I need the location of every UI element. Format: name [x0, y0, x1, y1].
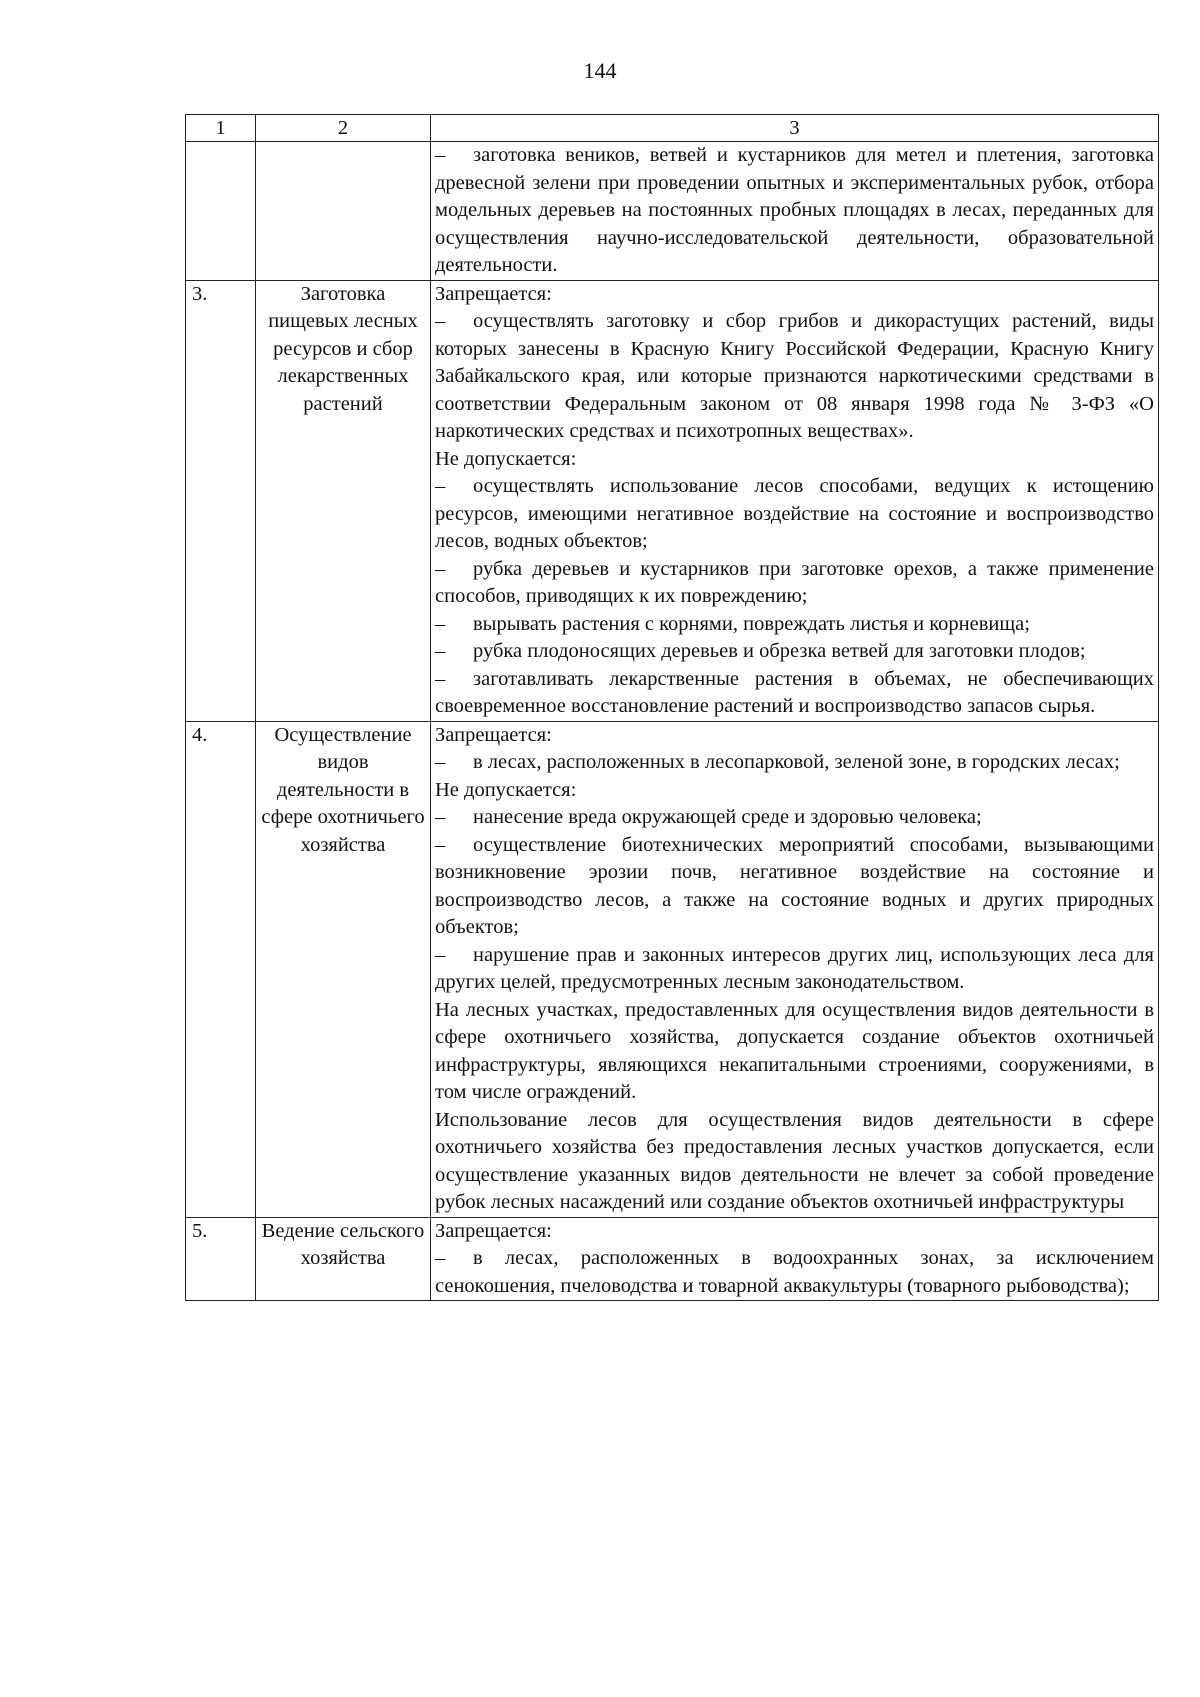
paragraph-text: осуществлять использование лесов способами, ведущих к истощению ресурсов, имеющими негативное воздействие на состояние и воспроизводство лесов, водных объектов; — [435, 475, 1154, 552]
dash-marker: – — [435, 640, 446, 662]
row-number: 3. — [186, 280, 256, 721]
activity-name: Заготовка пищевых лесных ресурсов и сбор лекарственных растений — [256, 280, 431, 721]
requirements-cell — [431, 721, 1159, 1217]
paragraph-text: в лесах, расположенных в лесопарковой, зеленой зоне, в городских лесах; — [473, 751, 1120, 773]
dash-marker: – — [435, 667, 446, 690]
dash-marker: – — [435, 612, 446, 635]
dash-marker: – — [435, 751, 446, 773]
row-number: 4. — [186, 721, 256, 1217]
requirements-cell — [431, 1217, 1159, 1301]
header-col-2: 2 — [256, 115, 431, 142]
paragraph-text: Запрещается: — [435, 282, 552, 305]
row-number: 5. — [186, 1217, 256, 1301]
dash-marker: – — [435, 833, 446, 856]
header-col-3: 3 — [431, 115, 1159, 142]
table-header-row — [186, 115, 1159, 142]
section-label — [435, 1107, 1154, 1217]
table-row — [186, 142, 1159, 281]
paragraph-text: осуществлять заготовку и сбор грибов и дикорастущих растений, виды которых занесены в Красную Книгу Российской Федерации, Красную Книгу Забайкальского края, или которые признаются наркотическими средствами в соответствии Федеральным законом от 08 января 1998 года № 3-ФЗ «О наркотических средствах и психотропных веществах». — [435, 310, 1154, 442]
list-item — [435, 832, 1154, 942]
paragraph-text: Запрещается: — [435, 723, 552, 746]
paragraph-text: Не допускается: — [435, 778, 577, 801]
activity-name — [256, 142, 431, 281]
list-item — [435, 942, 1154, 997]
header-col-1: 1 — [186, 115, 256, 142]
paragraph-text: Запрещается: — [435, 1219, 552, 1242]
activity-name: Ведение сельского хозяйства — [256, 1217, 431, 1301]
paragraph-text: Использование лесов для осуществления видов деятельности в сфере охотничьего хозяйства без предоставления лесных участков допускается, если осуществление указанных видов деятельности не влечет за собой проведение рубок лесных насаждений или создание объектов охотничьей инфраструктуры — [435, 1108, 1154, 1213]
list-item — [435, 611, 1154, 639]
list-item — [435, 142, 1154, 280]
row-number — [186, 142, 256, 281]
list-item — [435, 749, 1154, 777]
regulations-table — [185, 114, 1159, 1301]
requirements-cell — [431, 142, 1159, 281]
activity-name: Осуществление видов деятельности в сфере охотничьего хозяйства — [256, 721, 431, 1217]
dash-marker: – — [435, 1247, 446, 1269]
section-label — [435, 446, 1154, 474]
paragraph-text: осуществление биотехнических мероприятий способами, вызывающими возникновение эрозии почв, негативное воздействие на состояние и воспроизводство лесов, а также на состояние водных и других природных объектов; — [435, 833, 1154, 938]
paragraph-text: Не допускается: — [435, 447, 577, 470]
table-row — [186, 721, 1159, 1217]
dash-marker: – — [435, 557, 446, 580]
dash-marker: – — [435, 806, 446, 828]
section-label — [435, 997, 1154, 1107]
list-item — [435, 473, 1154, 556]
list-item — [435, 308, 1154, 446]
section-label — [435, 777, 1154, 805]
dash-marker: – — [435, 475, 446, 497]
paragraph-text: нанесение вреда окружающей среде и здоровью человека; — [473, 806, 982, 828]
dash-marker: – — [435, 310, 446, 332]
paragraph-text: рубка плодоносящих деревьев и обрезка ветвей для заготовки плодов; — [473, 640, 1086, 662]
dash-marker: – — [435, 943, 446, 966]
list-item — [435, 804, 1154, 832]
paragraph-text: На лесных участках, предоставленных для осуществления видов деятельности в сфере охотничьего хозяйства, допускается создание объектов охотничьей инфраструктуры, являющихся некапитальными строениями, сооружениями, в том числе ограждений. — [435, 998, 1154, 1103]
table-row — [186, 1217, 1159, 1301]
section-label — [435, 281, 1154, 309]
section-label — [435, 1218, 1154, 1246]
paragraph-text: вырывать растения с корнями, повреждать листья и корневища; — [473, 612, 1030, 635]
paragraph-text: нарушение прав и законных интересов других лиц, использующих леса для других целей, предусмотренных лесным законодательством. — [435, 943, 1154, 993]
paragraph-text: в лесах, расположенных в водоохранных зонах, за исключением сенокошения, пчеловодства и товарной аквакультуры (товарного рыбоводства); — [435, 1247, 1154, 1297]
paragraph-text: заготовка веников, ветвей и кустарников для метел и плетения, заготовка древесной зелени при проведении опытных и экспериментальных рубок, отбора модельных деревьев на постоянных пробных площадях в лесах, переданных для осуществления научно-исследовательской деятельности, образовательной деятельности. — [435, 144, 1154, 276]
table-row — [186, 280, 1159, 721]
list-item — [435, 638, 1154, 666]
list-item — [435, 556, 1154, 611]
paragraph-text: рубка деревьев и кустарников при заготовке орехов, а также применение способов, приводящих к их повреждению; — [435, 557, 1154, 607]
requirements-cell — [431, 280, 1159, 721]
paragraph-text: заготавливать лекарственные растения в объемах, не обеспечивающих своевременное восстановление растений и воспроизводство запасов сырья. — [435, 667, 1154, 717]
list-item — [435, 666, 1154, 721]
page-number: 144 — [583, 58, 617, 83]
dash-marker: – — [435, 144, 446, 166]
section-label — [435, 722, 1154, 750]
list-item — [435, 1245, 1154, 1300]
